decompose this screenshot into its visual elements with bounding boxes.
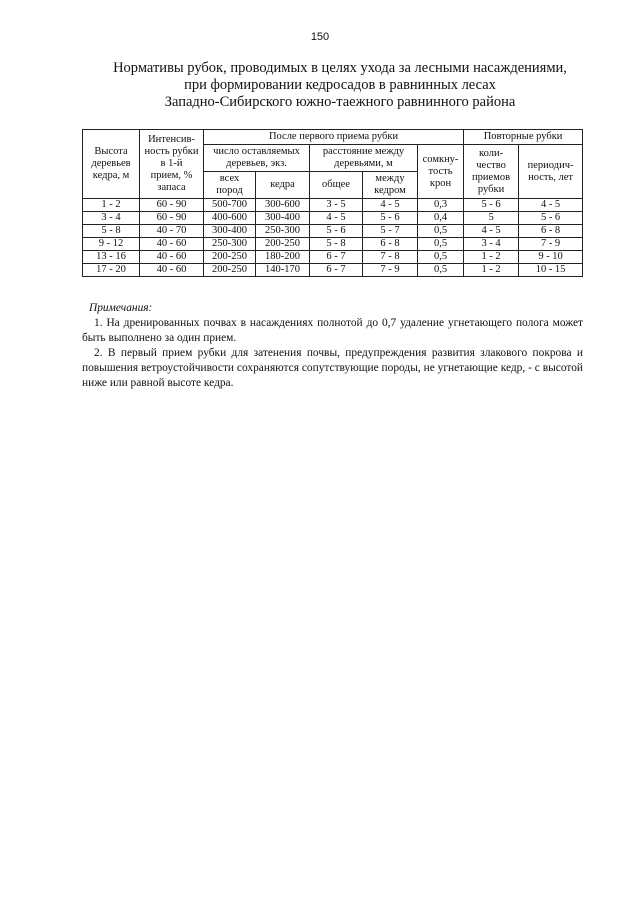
table-cell: 5 - 6 (464, 199, 519, 212)
header-closure (418, 145, 464, 199)
norms-table (82, 129, 583, 277)
header-intensity (140, 130, 204, 199)
table-row (83, 251, 583, 264)
title-line: Нормативы рубок, проводимых в целях ухода за лесными насаждениями, (113, 60, 567, 76)
header-after-first: После первого приема рубки (204, 130, 464, 145)
header-text: между (375, 173, 405, 184)
header-text: периодич- (527, 159, 574, 171)
table-row (83, 264, 583, 277)
table-cell: 5 - 6 (519, 212, 583, 225)
table-row (83, 225, 583, 238)
header-count (464, 145, 519, 199)
table-cell: 6 - 8 (363, 238, 418, 251)
table-cell: 5 - 8 (310, 238, 363, 251)
table-cell: 40 - 60 (140, 264, 204, 277)
table-cell: 60 - 90 (140, 212, 204, 225)
header-text: крон (429, 177, 452, 189)
table-cell: 3 - 4 (83, 212, 140, 225)
header-text: кедра, м (92, 170, 130, 181)
table-row (83, 212, 583, 225)
header-cedar: кедра (256, 172, 310, 199)
page-number: 150 (310, 31, 330, 43)
table-cell: 60 - 90 (140, 199, 204, 212)
table-cell: 4 - 5 (464, 225, 519, 238)
table-cell: 1 - 2 (83, 199, 140, 212)
header-text: тость (428, 165, 453, 177)
title-line: Западно-Сибирского южно-таежного равнинного района (164, 94, 516, 110)
table-cell: 6 - 7 (310, 264, 363, 277)
header-text: пород (216, 185, 243, 196)
header-text: число оставляемых (213, 146, 300, 157)
header-text: чество (476, 159, 506, 171)
table-cell: 13 - 16 (83, 251, 140, 264)
table-cell: 0,5 (418, 264, 464, 277)
header-text: деревьев, экз. (226, 158, 287, 169)
table-cell: 0,5 (418, 251, 464, 264)
table-cell: 3 - 5 (310, 199, 363, 212)
table-cell: 0,5 (418, 225, 464, 238)
table-body (83, 199, 583, 277)
table-cell: 1 - 2 (464, 264, 519, 277)
header-text: Высота (94, 146, 128, 157)
note-item: 2. В первый прием рубки для затенения почвы, предупреждения развития злакового покрова и повышения ветроустойчивости сохраняются сопутствующие породы, не угнетающие кедр, - с высотой ниже или равной высоте кедра. (82, 347, 583, 389)
header-distance (310, 145, 418, 172)
table-cell: 5 - 6 (363, 212, 418, 225)
header-between-cedar (363, 172, 418, 199)
table-cell: 7 - 8 (363, 251, 418, 264)
table-row (83, 238, 583, 251)
table-cell: 4 - 5 (363, 199, 418, 212)
header-text: запаса (157, 182, 186, 193)
table-cell: 300-600 (256, 199, 310, 212)
header-all-species (204, 172, 256, 199)
table-cell: 4 - 5 (310, 212, 363, 225)
header-text: ность рубки (144, 146, 199, 157)
table-cell: 40 - 60 (140, 251, 204, 264)
table-cell: 200-250 (256, 238, 310, 251)
table-cell: 5 (464, 212, 519, 225)
header-total: общее (310, 172, 363, 199)
notes-title: Примечания: (89, 302, 153, 314)
table-cell: 10 - 15 (519, 264, 583, 277)
table-cell: 9 - 12 (83, 238, 140, 251)
table-cell: 200-250 (204, 251, 256, 264)
header-text: деревьев (91, 158, 131, 169)
header-text: приемов (472, 171, 511, 183)
table-cell: 0,4 (418, 212, 464, 225)
table-cell: 0,3 (418, 199, 464, 212)
header-text: коли- (479, 147, 504, 159)
table-cell: 1 - 2 (464, 251, 519, 264)
note-item: 1. На дренированных почвах в насаждениях полнотой до 0,7 удаление угнетающего полога может быть выполнено за один прием. (82, 317, 583, 344)
table-cell: 7 - 9 (519, 238, 583, 251)
header-text: Интенсив- (148, 134, 195, 145)
table-cell: 6 - 7 (310, 251, 363, 264)
header-text: деревьями, м (334, 158, 393, 169)
table-cell: 250-300 (204, 238, 256, 251)
table-cell: 6 - 8 (519, 225, 583, 238)
header-text: кедром (374, 185, 406, 196)
header-height (83, 130, 140, 199)
table-cell: 300-400 (204, 225, 256, 238)
table-cell: 40 - 60 (140, 238, 204, 251)
header-periodicity (519, 145, 583, 199)
header-trees-left (204, 145, 310, 172)
title-line: при формировании кедросадов в равнинных лесах (184, 77, 496, 93)
table-cell: 400-600 (204, 212, 256, 225)
table-cell: 7 - 9 (363, 264, 418, 277)
table-cell: 0,5 (418, 238, 464, 251)
table-cell: 140-170 (256, 264, 310, 277)
table-cell: 200-250 (204, 264, 256, 277)
header-text: прием, % (150, 170, 193, 181)
header-text: ность, лет (528, 171, 574, 183)
header-repeat: Повторные рубки (464, 130, 583, 145)
table-cell: 40 - 70 (140, 225, 204, 238)
table-cell: 9 - 10 (519, 251, 583, 264)
table-cell: 500-700 (204, 199, 256, 212)
table-cell: 5 - 6 (310, 225, 363, 238)
header-text: сомкну- (422, 153, 459, 165)
notes (82, 301, 583, 391)
table-cell: 300-400 (256, 212, 310, 225)
table-cell: 3 - 4 (464, 238, 519, 251)
table-cell: 180-200 (256, 251, 310, 264)
table-cell: 4 - 5 (519, 199, 583, 212)
document-title (60, 60, 620, 111)
table-cell: 250-300 (256, 225, 310, 238)
header-text: всех (219, 173, 240, 184)
table-row (83, 199, 583, 212)
header-text: в 1-й (160, 158, 183, 169)
table-cell: 5 - 7 (363, 225, 418, 238)
table-cell: 5 - 8 (83, 225, 140, 238)
table-cell: 17 - 20 (83, 264, 140, 277)
header-text: рубки (477, 183, 505, 195)
header-text: расстояние между (322, 146, 405, 157)
